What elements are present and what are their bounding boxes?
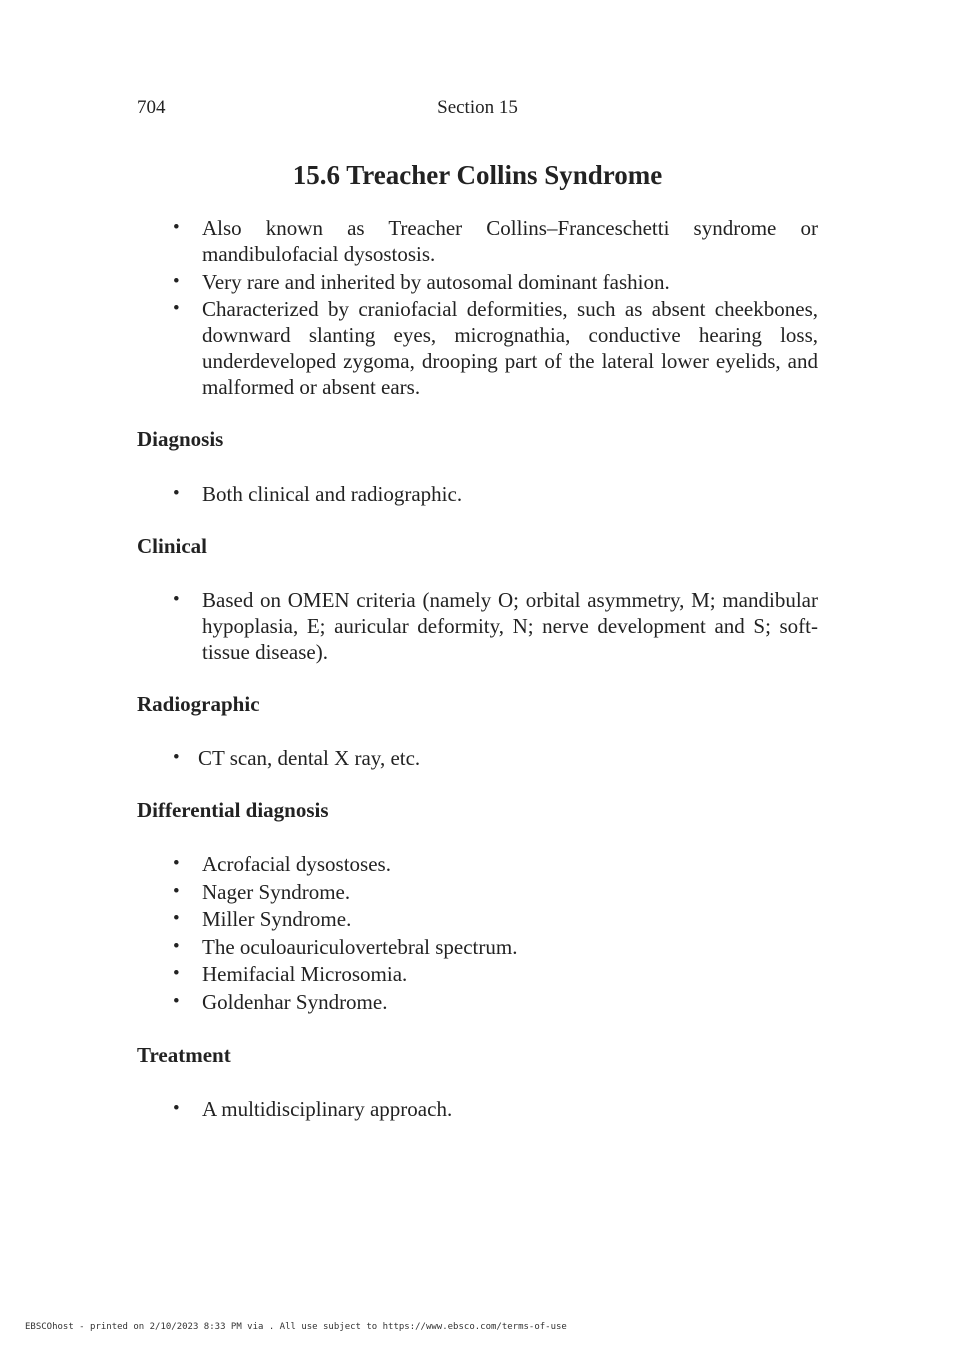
list-item: • Based on OMEN criteria (namely O; orbital asymmetry, M; mandibular hypoplasia, E; auricular deformity, N; nerve development and S; soft-tissue disease). <box>173 588 818 664</box>
heading-diagnosis: Diagnosis <box>137 427 224 451</box>
page-title: 15.6 Treacher Collins Syndrome <box>292 160 663 190</box>
heading-clinical: Clinical <box>137 534 208 558</box>
list-item: • Goldenhar Syndrome. <box>173 989 388 1014</box>
clinical-list <box>173 587 818 667</box>
bullet-icon: • <box>173 935 180 957</box>
heading-radiographic: Radiographic <box>137 692 260 716</box>
bullet-icon: • <box>173 589 180 610</box>
running-head: Section 15 <box>437 97 518 118</box>
list-item: • A multidisciplinary approach. <box>173 1097 453 1121</box>
list-item: • Hemifacial Microsomia. <box>173 962 408 986</box>
bullet-icon: • <box>173 908 180 929</box>
list-item: • Miller Syndrome. <box>173 907 352 931</box>
bullet-icon: • <box>173 880 180 902</box>
bullet-icon: • <box>173 298 180 319</box>
bullet-icon: • <box>173 483 180 504</box>
bullet-icon: • <box>173 217 180 238</box>
bullet-icon: • <box>173 963 180 984</box>
list-item: • Characterized by craniofacial deformities, such as absent cheekbones, downward slanting eyes, micrognathia, conductive hearing loss, underdeveloped zygoma, drooping part of the lateral lower eyelids, and malformed or absent ears. <box>173 297 818 399</box>
print-footer: EBSCOhost - printed on 2/10/2023 8:33 PM via . All use subject to https://www.ebsco.com/terms-of-use <box>25 1322 567 1332</box>
list-item: • CT scan, dental X ray, etc. <box>173 746 421 770</box>
heading-treatment: Treatment <box>137 1043 231 1067</box>
differential-list <box>173 851 818 1016</box>
list-item: • Also known as Treacher Collins–Franceschetti syndrome or mandibulofacial dysostosis. <box>173 216 818 266</box>
bullet-icon: • <box>173 747 180 768</box>
list-item: • Acrofacial dysostoses. <box>173 852 391 876</box>
bullet-icon: • <box>173 270 180 292</box>
bullet-icon: • <box>173 1098 180 1119</box>
list-item: • The oculoauriculovertebral spectrum. <box>173 934 518 959</box>
bullet-icon: • <box>173 853 180 874</box>
radiographic-list <box>173 745 814 773</box>
treatment-list <box>173 1096 818 1124</box>
bullet-icon: • <box>173 990 180 1012</box>
page-number: 704 <box>137 97 166 118</box>
list-item: • Both clinical and radiographic. <box>173 482 463 506</box>
intro-list <box>173 215 818 402</box>
diagnosis-list <box>173 481 818 509</box>
heading-differential-diagnosis: Differential diagnosis <box>137 798 329 822</box>
list-item: • Very rare and inherited by autosomal dominant fashion. <box>173 269 670 294</box>
list-item: • Nager Syndrome. <box>173 879 351 904</box>
